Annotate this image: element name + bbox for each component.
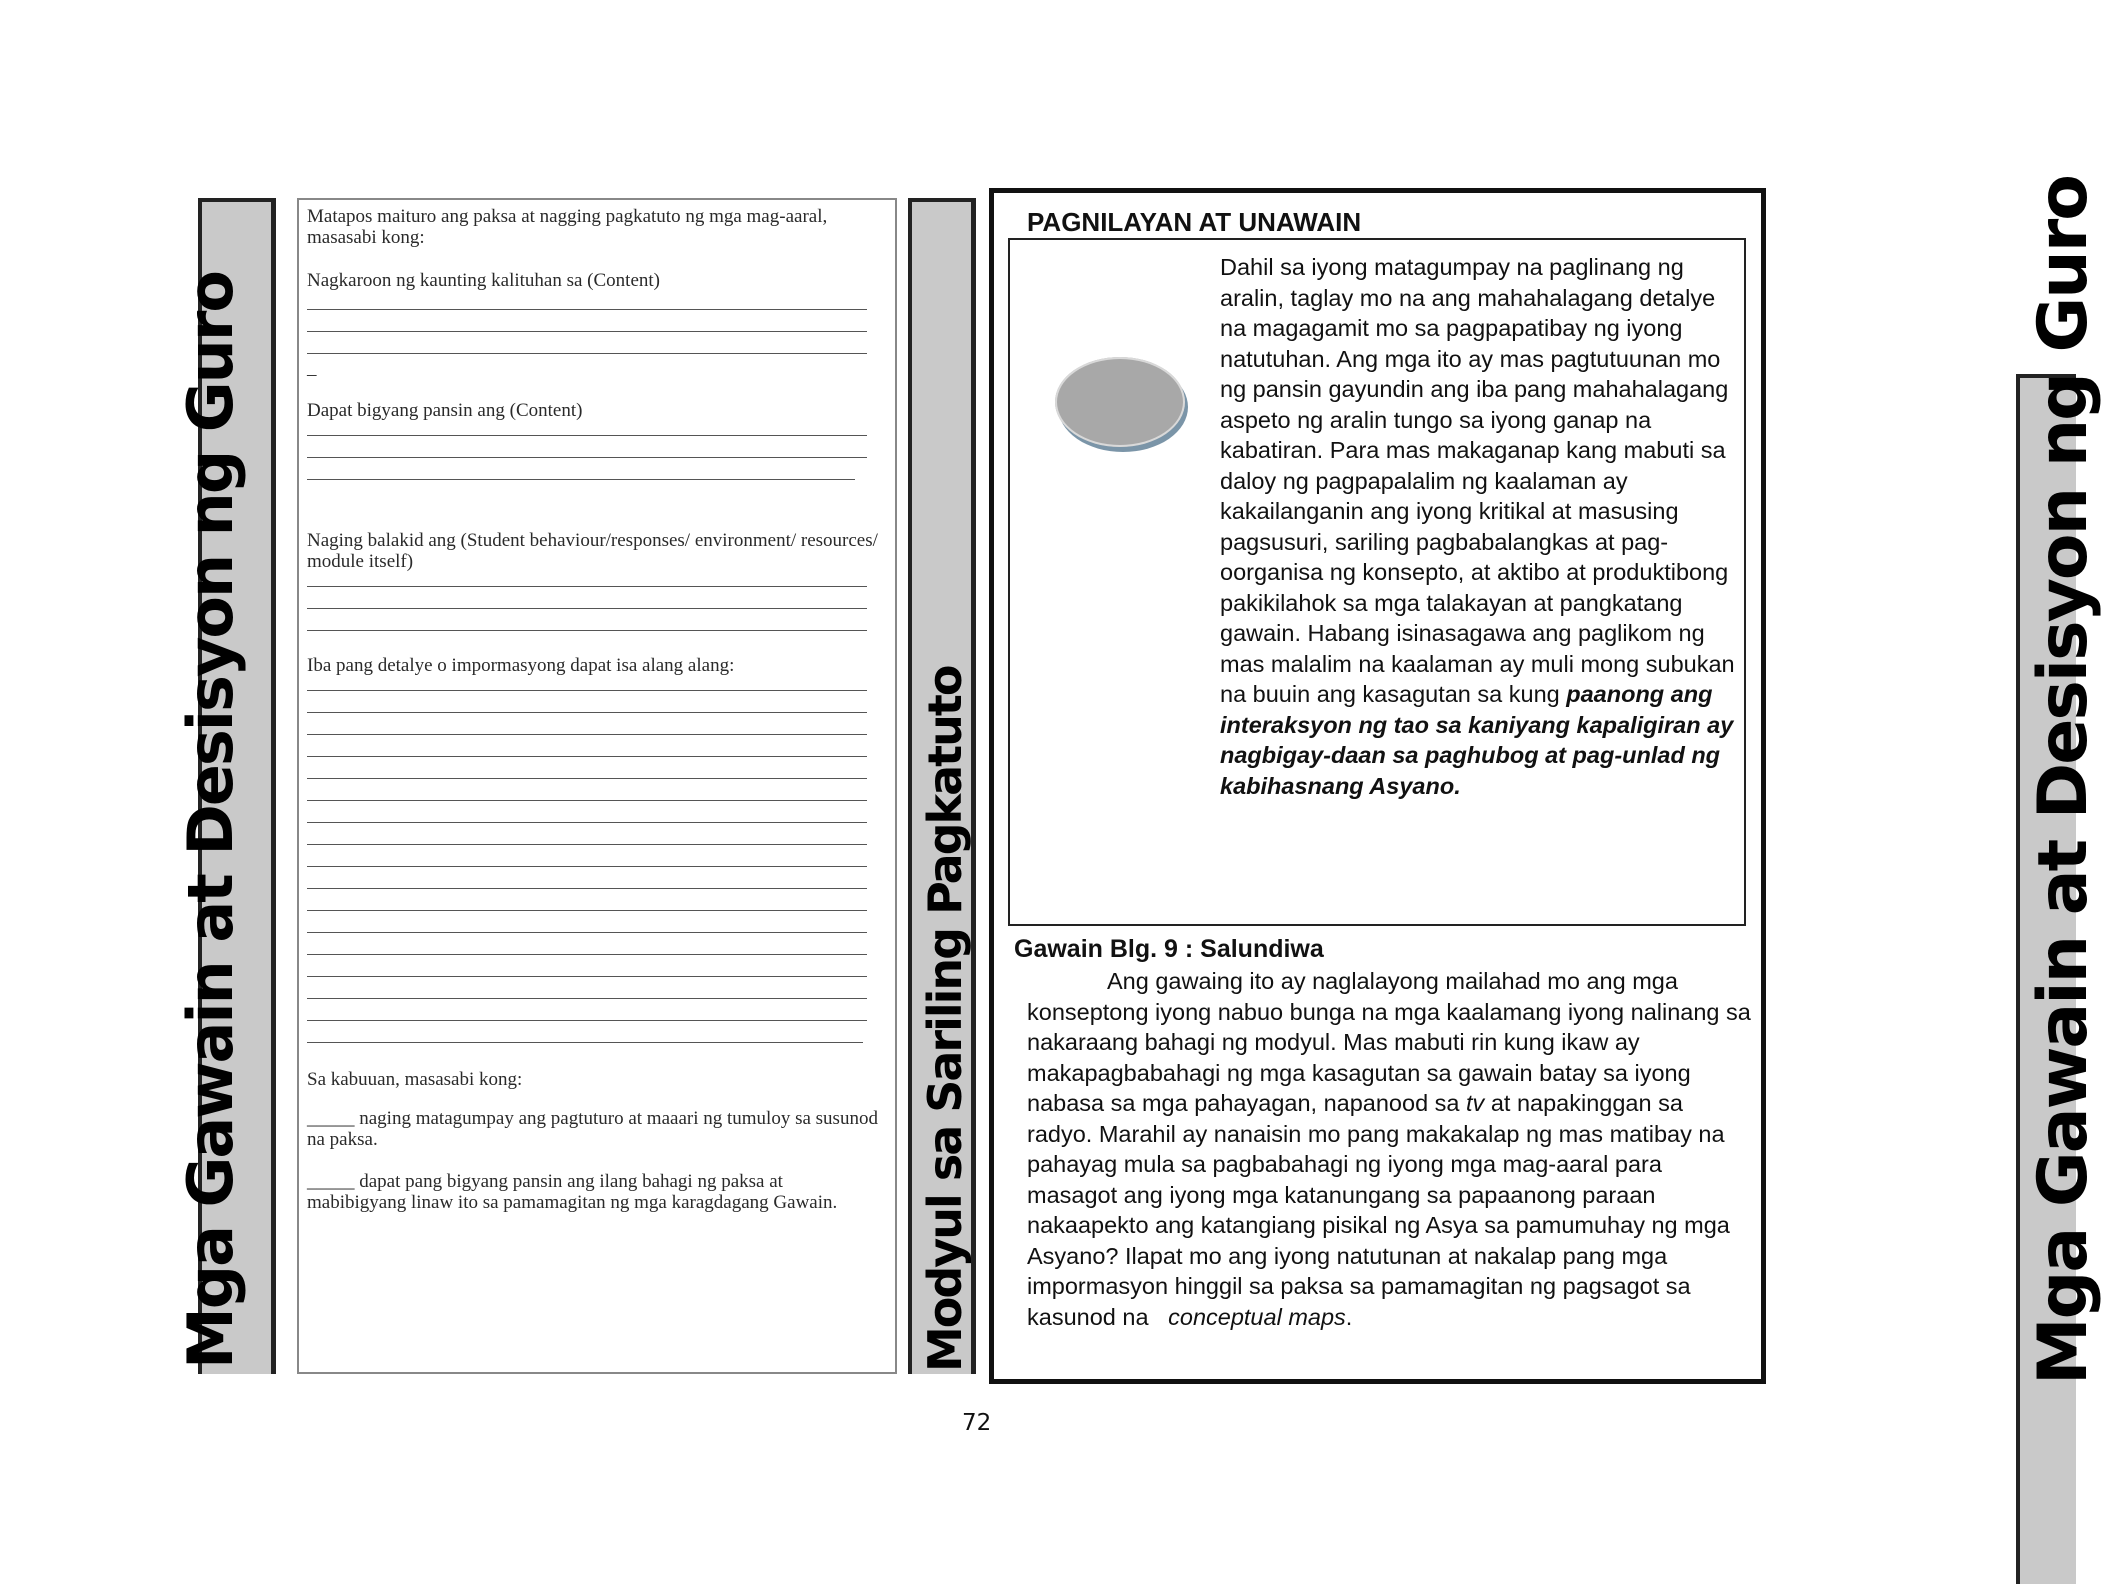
form-dash: – (307, 364, 317, 385)
answer-line[interactable] (307, 734, 867, 735)
gray-oval-graphic (1055, 357, 1185, 447)
activity-paragraph (1027, 966, 1752, 1332)
answer-lines-block (307, 690, 885, 1043)
answer-line[interactable] (307, 822, 867, 823)
answer-line[interactable] (307, 800, 867, 801)
right-banner-title: Mga Gawain at Desisyon ng Guro (2024, 176, 2103, 1385)
answer-line[interactable] (307, 457, 867, 458)
activity-period: . (1345, 1303, 1353, 1330)
form-obstacles-label: Naging balakid ang (Student behaviour/responses/ environment/ resources/ module itself) (307, 530, 878, 572)
form-other-details-label: Iba pang detalye o impormasyong dapat isa alang alang: (307, 655, 735, 676)
activity-tv: tv (1466, 1090, 1485, 1116)
lesson-content-box (989, 188, 1766, 1384)
answer-line[interactable] (307, 844, 867, 845)
form-content-difficulty-label: Nagkaroon ng kaunting kalituhan sa (Content) (307, 270, 661, 291)
answer-line[interactable] (307, 778, 867, 779)
right-vertical-banner (2016, 176, 2103, 1584)
form-intro: Matapos maituro ang paksa at nagging pagkatuto ng mga mag-aaral, masasabi kong: (307, 206, 828, 248)
answer-line[interactable] (307, 932, 867, 933)
answer-line[interactable] (307, 954, 867, 955)
left-banner-title: Mga Gawain at Desisyon ng Guro (174, 272, 247, 1369)
reflection-box (1008, 238, 1746, 926)
form-attention-label: Dapat bigyang pansin ang (Content) (307, 400, 583, 421)
answer-line[interactable] (307, 586, 867, 587)
page-number: 72 (962, 1410, 992, 1436)
answer-line[interactable] (307, 331, 867, 332)
answer-line[interactable] (307, 608, 867, 609)
answer-line[interactable] (307, 309, 867, 310)
activity-text-2: at napakinggan sa radyo. Marahil ay nanaisin mo pang makakalap ng mas matibay na pahayag mula sa pagbabahagi ng iyong mga mag-aaral para masagot ang iyong mga katanungang sa papaanong paraan nakaapekto ang katangiang pisikal ng Asya sa pamumuhay ng mga Asyano? Ilapat mo ang iyong natutunan at nakalap pang mga impormasyon hinggil sa paksa sa pamamagitan ng pagsagot sa kasunod na (1027, 1090, 1730, 1330)
reflection-paragraph (1220, 252, 1740, 801)
answer-line[interactable] (307, 756, 867, 757)
answer-line[interactable] (307, 712, 867, 713)
form-option-review: _____ dapat pang bigyang pansin ang ilang bahagi ng paksa at mabibigyang linaw ito sa pamamagitan ng mga karagdagang Gawain. (307, 1171, 838, 1213)
form-option-success: _____ naging matagumpay ang pagtuturo at maaari ng tumuloy sa susunod na paksa. (307, 1108, 878, 1150)
answer-line[interactable] (307, 1020, 867, 1021)
teacher-reflection-form (297, 198, 897, 1374)
middle-vertical-banner (908, 198, 976, 1374)
answer-line[interactable] (307, 690, 867, 691)
activity-text-1: Ang gawaing ito ay naglalayong mailahad mo ang mga konseptong iyong nabuo bunga na mga kaalamang iyong nalinang sa nakaraang bahagi ng modyul. Mas mabuti rin kung ikaw ay makapagbabahagi ng mga kasagutan sa gawain batay sa iyong nabasa sa mga pahayagan, napanood sa (1027, 968, 1751, 1116)
reflection-emphasis: paanong ang interaksyon ng tao sa kaniyang kapaligiran ay nagbigay-daan sa paghubog at pag-unlad ng kabihasnang Asyano. (1220, 681, 1734, 799)
activity-title: Gawain Blg. 9 : Salundiwa (1014, 935, 1324, 963)
section-heading: PAGNILAYAN AT UNAWAIN (1027, 207, 1362, 237)
answer-line[interactable] (307, 976, 867, 977)
activity-conceptual-maps: conceptual maps (1168, 1303, 1346, 1330)
form-summary-label: Sa kabuuan, masasabi kong: (307, 1069, 523, 1090)
answer-line[interactable] (307, 888, 867, 889)
answer-line[interactable] (307, 910, 867, 911)
left-vertical-banner (174, 198, 276, 1374)
answer-line[interactable] (307, 866, 867, 867)
reflection-text: Dahil sa iyong matagumpay na paglinang ng aralin, taglay mo na ang mahahalagang detalye na magagamit mo sa pagpapatibay ng iyong natutuhan. Ang mga ito ay mas pagtutuunan mo ng pansin gayundin ang iba pang mahahalagang aspeto ng aralin tungo sa iyong ganap na kabatiran. Para mas makaganap kang mabuti sa daloy ng pagpapalalim ng kaalaman ay kakailanganin ang iyong kritikal at masusing pagsusuri, sariling pagbabalangkas at pag-oorganisa ng konsepto, at aktibo at produktibong pakikilahok sa mga talakayan at pangkatang gawain. Habang isinasagawa ang paglikom ng mas malalim na kaalaman ay muli mong subukan na buuin ang kasagutan sa kung (1220, 254, 1735, 707)
answer-line[interactable] (307, 998, 867, 999)
answer-line[interactable] (307, 435, 867, 436)
middle-banner-title: Modyul sa Sariling Pagkatuto (918, 666, 972, 1372)
answer-line[interactable] (307, 353, 867, 354)
